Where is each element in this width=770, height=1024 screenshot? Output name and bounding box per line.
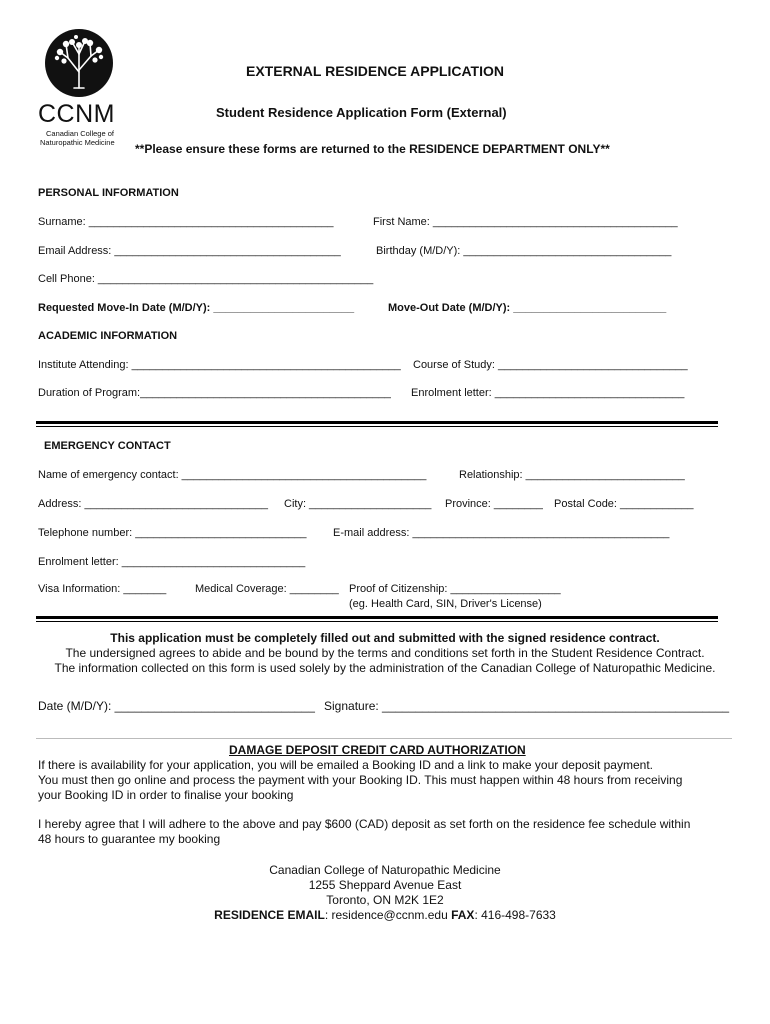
emergency-email-field[interactable]: E-mail address: __________________________________________ [333,527,670,539]
enrolment-field[interactable]: Enrolment letter: _______________________________ [411,387,685,399]
postal-code-field[interactable]: Postal Code: ____________ [554,498,694,510]
ccnm-logo [36,28,126,148]
date-field[interactable]: Date (M/D/Y): ______________________________ [38,699,315,713]
footer-org: Canadian College of Naturopathic Medicine [269,863,501,877]
footer-contact [20,908,750,922]
agreement-line-3: The information collected on this form is used solely by the administration of the Canadian College of Naturopathic Medicine. [54,661,716,675]
agreement-bold-line: This application must be completely filled out and submitted with the signed residence contract. [110,631,660,645]
city-field[interactable]: City: ____________________ [284,498,432,510]
citizenship-note: (eg. Health Card, SIN, Driver's License) [349,598,542,610]
signature-field[interactable]: Signature: ____________________________________________________ [324,699,730,713]
section-divider [36,616,718,619]
deposit-p2-line2: 48 hours to guarantee my booking [38,832,221,846]
residence-email[interactable]: : residence@ccnm.edu [324,908,448,922]
cell-phone-field[interactable]: Cell Phone: _____________________________________________ [38,273,374,285]
fax-number: : 416-498-7633 [474,908,556,922]
address-field[interactable]: Address: ______________________________ [38,498,268,510]
emergency-name-field[interactable]: Name of emergency contact: ________________________________________ [38,469,427,481]
course-field[interactable]: Course of Study: _______________________________ [413,359,688,371]
first-name-field[interactable]: First Name: ________________________________________ [373,216,678,228]
personal-heading: PERSONAL INFORMATION [38,187,179,199]
return-notice: **Please ensure these forms are returned to the RESIDENCE DEPARTMENT ONLY** [135,142,610,156]
agreement-line-2: The undersigned agrees to abide and be bound by the terms and conditions set forth in the Student Residence Contract. [65,646,705,660]
deposit-p1-line1: If there is availability for your application, you will be emailed a Booking ID and a link to make your deposit payment. [38,758,653,772]
emergency-enrolment-field[interactable]: Enrolment letter: ______________________________ [38,556,306,568]
section-divider-thin [36,426,718,427]
deposit-p1-line3: your Booking ID in order to finalise your booking [38,788,294,802]
page-title: EXTERNAL RESIDENCE APPLICATION [246,63,504,79]
page-subtitle: Student Residence Application Form (External) [216,105,507,120]
deposit-p1-line2: You must then go online and process the payment with your Booking ID. This must happen within 48 hours from receiving [38,773,683,787]
footer-street: 1255 Sheppard Avenue East [308,878,462,892]
institute-field[interactable]: Institute Attending: ____________________________________________ [38,359,401,371]
logo-wordmark: CCNM [38,100,115,128]
academic-heading: ACADEMIC INFORMATION [38,330,178,342]
footer-city: Toronto, ON M2K 1E2 [326,893,444,907]
duration-field[interactable]: Duration of Program:_________________________________________ [38,387,391,399]
residence-email-label: RESIDENCE EMAIL [214,908,325,922]
citizenship-field[interactable]: Proof of Citizenship: __________________ [349,583,561,595]
tree-seal-icon [44,28,114,98]
province-field[interactable]: Province: ________ [445,498,543,510]
birthday-field[interactable]: Birthday (M/D/Y): __________________________________ [376,245,672,257]
section-divider [36,421,718,424]
visa-field[interactable]: Visa Information: _______ [38,583,167,595]
move-in-date-field[interactable]: Requested Move-In Date (M/D/Y): _______________________ [38,302,355,314]
emergency-heading: EMERGENCY CONTACT [44,440,171,452]
deposit-heading: DAMAGE DEPOSIT CREDIT CARD AUTHORIZATION [229,743,526,757]
telephone-field[interactable]: Telephone number: ____________________________ [38,527,307,539]
medical-coverage-field[interactable]: Medical Coverage: ________ [195,583,339,595]
section-divider-light [36,738,732,739]
deposit-p2-line1: I hereby agree that I will adhere to the above and pay $600 (CAD) deposit as set forth on the residence fee schedule within [38,817,691,831]
fax-label: FAX [451,908,475,922]
logo-subline-1: Canadian College of [46,129,114,138]
relationship-field[interactable]: Relationship: __________________________ [459,469,685,481]
section-divider-thin [36,621,718,622]
email-field[interactable]: Email Address: _____________________________________ [38,245,341,257]
surname-field[interactable]: Surname: ________________________________________ [38,216,334,228]
logo-subline-2: Naturopathic Medicine [40,138,115,147]
move-out-date-field[interactable]: Move-Out Date (M/D/Y): _________________________ [388,302,667,314]
